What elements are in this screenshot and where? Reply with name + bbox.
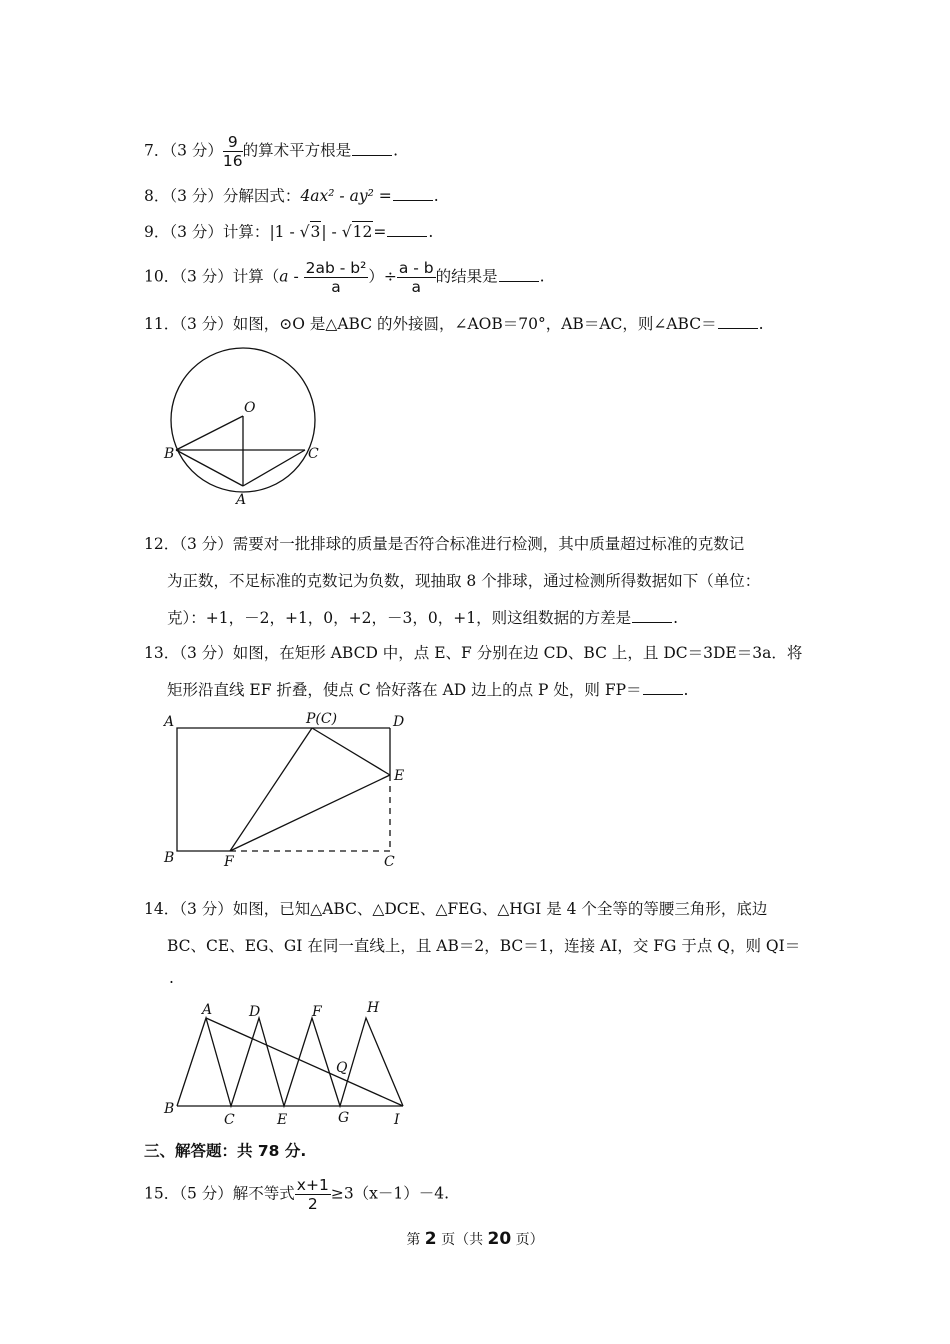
figure-four-triangles (160, 998, 420, 1128)
question-11: 11．（3 分）如图，⊙O 是△ABC 的外接圆，∠AOB＝70°，AB＝AC，则∠ABC＝ . (144, 315, 764, 333)
triangles-zigzag (177, 1018, 403, 1106)
label-g: G (338, 1110, 350, 1126)
question-9: 9．（3 分）计算：|1 - √3| - √12= . (144, 223, 434, 241)
segment-ab (176, 450, 243, 486)
question-12-line-1: 12．（3 分）需要对一批排球的质量是否符合标准进行检测，其中质量超过标准的克数记 (144, 535, 745, 553)
fraction-2ab-b2-over-a: $\frac{\text{2ab - b²}}{a}$ (305, 259, 367, 296)
segment-pe (312, 728, 390, 775)
label-b: B (164, 446, 175, 462)
label-c: C (384, 854, 395, 870)
label-e: E (394, 768, 405, 784)
label-q: Q (336, 1060, 348, 1076)
segment-pf (230, 728, 312, 851)
label-p: P(C) (306, 711, 338, 727)
label-i: I (394, 1112, 400, 1128)
label-f: F (224, 854, 234, 870)
label-b: B (164, 850, 175, 866)
question-13-line-2: 矩形沿直线 EF 折叠，使点 C 恰好落在 AD 边上的点 P 处，则 FP＝ . (167, 681, 689, 699)
label-o: O (244, 400, 256, 416)
question-14-line-1: 14．（3 分）如图，已知△ABC、△DCE、△FEG、△HGI 是 4 个全等的等腰三角形，底边 (144, 900, 768, 918)
question-8: 8．（3 分）分解因式：4ax² - ay² = . (144, 187, 439, 205)
figure-rectangle-fold (160, 708, 420, 873)
question-13-line-1: 13．（3 分）如图，在矩形 ABCD 中，点 E、F 分别在边 CD、BC 上，且 DC＝3DE＝3a．将 (144, 644, 803, 662)
question-12-line-2: 为正数，不足标准的克数记为负数，现抽取 8 个排球，通过检测所得数据如下（单位： (167, 572, 761, 590)
page-number: 2 (424, 1229, 437, 1249)
page-footer: 第 2 页（共 20 页） (406, 1229, 544, 1249)
question-10: 10．（3 分）计算（a - $\frac{\text{2ab - b²}}{a}$ ）÷ $\frac{a - b}{a}$ 的结果是 . (144, 259, 545, 296)
question-12-line-3: 克）：+1，－2，+1，0，+2，－3，0，+1，则这组数据的方差是 . (167, 609, 679, 627)
question-15: 15．（5 分）解不等式 $\frac{x+1}{2}$ ≥3（x－1）－4. (144, 1176, 450, 1213)
segment-ob (176, 416, 243, 450)
segment-ac (243, 450, 305, 486)
fraction-a-b-over-a: $\frac{a - b}{a}$ (398, 259, 434, 296)
answer-blank[interactable] (718, 314, 758, 329)
fraction-9-16: $\frac{9}{16}$ (222, 133, 243, 170)
label-c: C (224, 1112, 235, 1128)
label-a: A (202, 1002, 213, 1018)
answer-blank[interactable] (632, 608, 672, 623)
label-d: D (393, 714, 405, 730)
label-e: E (277, 1112, 288, 1128)
answer-blank[interactable] (393, 186, 433, 201)
answer-blank[interactable] (643, 680, 683, 695)
segment-fe (230, 775, 390, 851)
question-14-line-3: . (169, 969, 174, 987)
total-pages: 20 (487, 1229, 512, 1249)
label-h: H (367, 1000, 380, 1016)
label-b: B (164, 1101, 175, 1117)
fraction-x1-over-2: $\frac{x+1}{2}$ (296, 1176, 329, 1213)
label-d: D (249, 1004, 261, 1020)
answer-blank[interactable] (352, 141, 392, 156)
question-14-line-2: BC、CE、EG、GI 在同一直线上，且 AB＝2，BC＝1，连接 AI，交 FG 于点 Q，则 QI＝ (167, 937, 801, 955)
label-a: A (164, 714, 175, 730)
label-f: F (312, 1004, 322, 1020)
label-a: A (236, 492, 247, 508)
figure-circle-abc (160, 340, 330, 510)
section-heading: 三、解答题：共 78 分. (144, 1142, 307, 1160)
question-7: 7．（3 分） $\frac{9}{16}$ 的算术平方根是 . (144, 133, 399, 170)
answer-blank[interactable] (387, 222, 427, 237)
label-c: C (308, 446, 319, 462)
answer-blank[interactable] (499, 267, 539, 282)
